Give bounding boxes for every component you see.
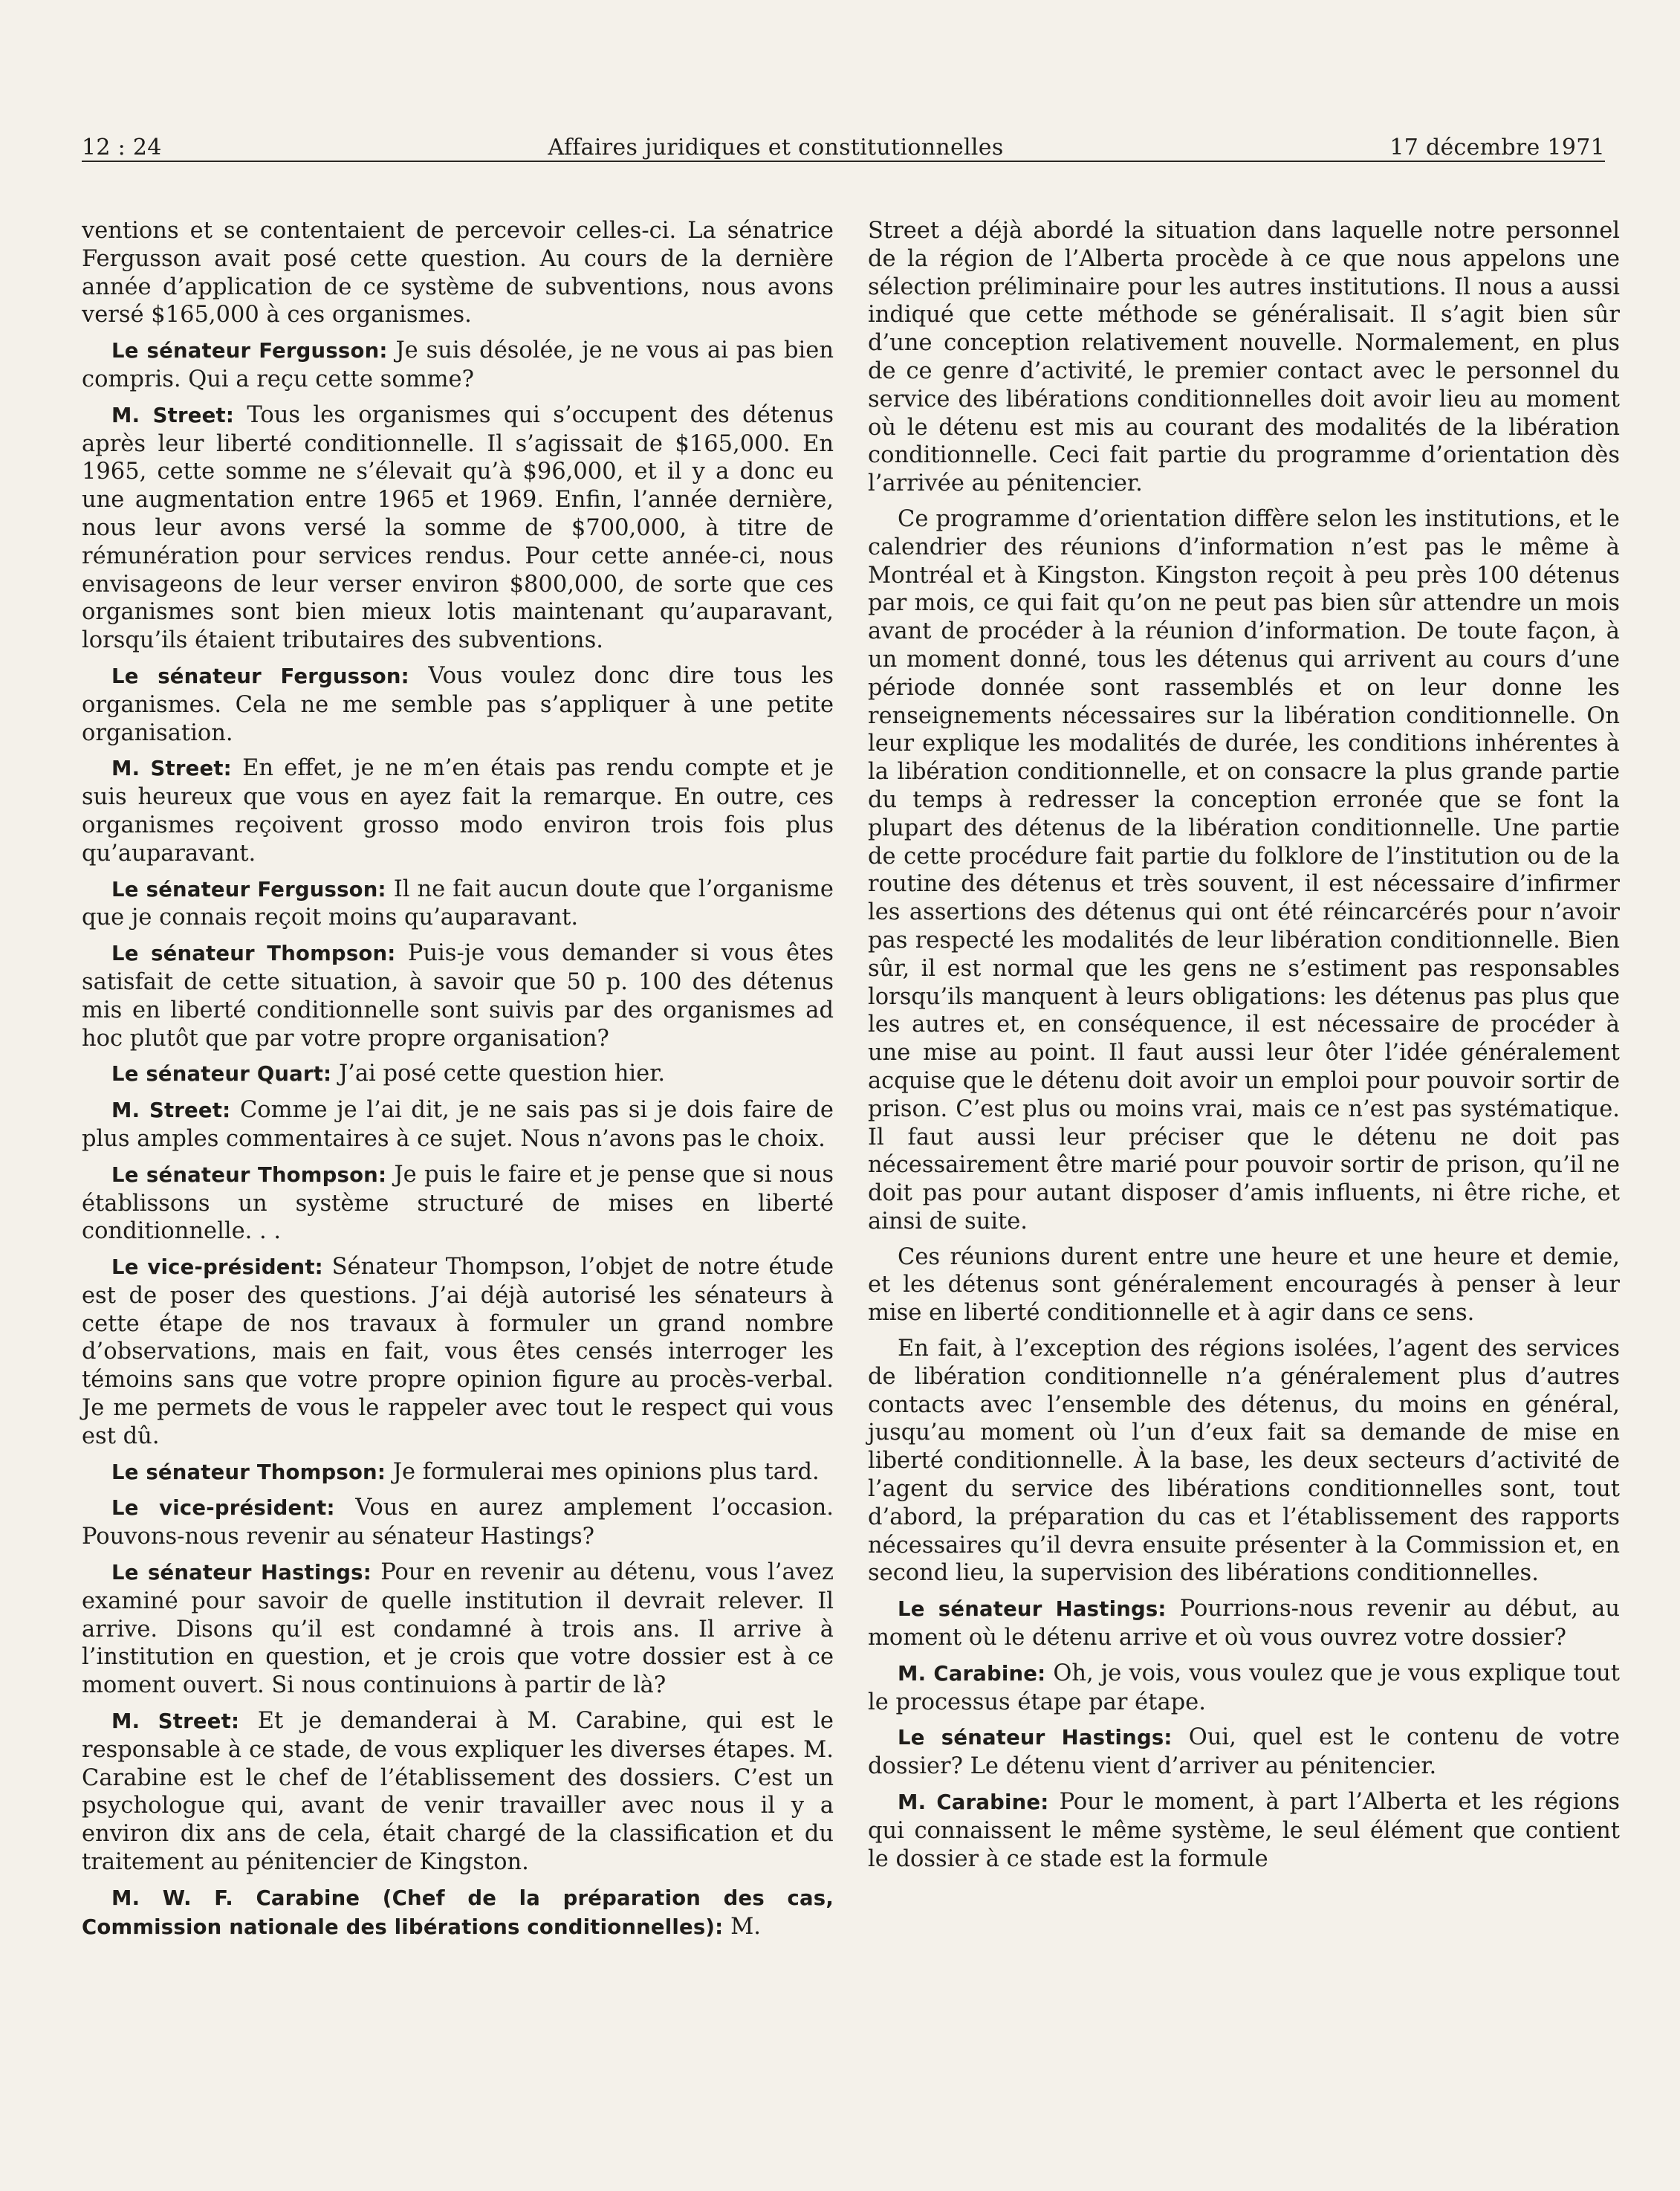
speaker-label: Le sénateur Thompson: [111,1162,387,1187]
paragraph-text: Vous voulez donc dire tous les organismes. Cela ne me semble pas s’appliquer à une petite organisation. [82,662,834,746]
header-rule [82,161,1605,162]
paragraph [868,1660,1620,1717]
paragraph [82,1060,834,1089]
paragraph [82,1559,834,1700]
speaker-label: Le sénateur Hastings: [111,1561,372,1585]
paragraph-text: Pourrions-nous revenir au début, au moment où le détenu arrive et où vous ouvrez votre dossier? [868,1596,1620,1651]
page-header [82,123,1605,161]
paragraph-text: Oh, je vois, vous voulez que je vous explique tout le processus étape par étape. [868,1660,1621,1715]
paragraph [82,662,834,747]
paragraph-text: Sénateur Thompson, l’objet de notre étude est de poser des questions. J’ai déjà autorisé les sénateurs à cette étape de nos travaux à formuler un grand nombre d’observations, mais en fait, vous êtes censés interroger les témoins sans que votre propre opinion figure au procès-verbal. Je me permets de vous le rappeler avec tout le respect qui vous est dû. [82,1254,834,1449]
paragraph [82,939,834,1052]
paragraph [82,217,834,329]
speaker-label: M. Street: [111,403,235,427]
paragraph [82,1458,834,1487]
paragraph-text: En fait, à l’exception des régions isolées, l’agent des services de libération conditionnelle n’a généralement plus d’autres contacts avec l’ensemble des détenus, du moins en général, jusqu’au moment où l’un d’eux fait sa demande de mise en liberté conditionnelle. À la base, les deux secteurs d’activité de l’agent du service des libérations conditionnelles sont, tout d’abord, la préparation du cas et l’établissement des rapports nécessaires qu’il devra ensuite présenter à la Commission et, en second lieu, la supervision des libérations conditionnelles. [868,1336,1620,1587]
paragraph [82,1494,834,1551]
paragraph [82,1707,834,1877]
header-date: 17 décembre 1971 [1389,135,1605,161]
page-number: 12 : 24 [82,135,162,161]
paragraph [868,217,1620,498]
paragraph-text: Puis-je vous demander si vous êtes satisfait de cette situation, à savoir que 50 p. 100 des détenus mis en liberté conditionnelle sont suivis par des organismes ad hoc plutôt que par votre propre organisation? [82,940,834,1052]
paragraph [868,505,1620,1236]
paragraph-text: Pour en revenir au détenu, vous l’avez examiné pour savoir de quelle institution il devrait relever. Il arrive. Disons qu’il est condamné à trois ans. Il arrive à l’institution en question, et je crois que votre dossier est à ce moment ouvert. Si nous continuions à partir de là? [82,1559,834,1699]
paragraph-text: J’ai posé cette question hier. [338,1061,666,1087]
paragraph [868,1243,1620,1327]
paragraph [868,1335,1620,1588]
paragraph-text: Il ne fait aucun doute que l’organisme que je connais reçoit moins qu’auparavant. [82,876,834,931]
paragraph [82,1161,834,1246]
paragraph-text: Je suis désolée, je ne vous ai pas bien compris. Qui a reçu cette somme? [82,337,834,392]
speaker-label: M. Street: [111,1098,231,1123]
paragraph [868,1724,1620,1781]
speaker-label: Le sénateur Quart: [111,1062,332,1087]
paragraph-text: Je puis le faire et je pense que si nous établissons un système structuré de mises en liberté conditionnelle. . . [82,1161,834,1245]
paragraph-text: Street a déjà abordé la situation dans laquelle notre personnel de la région de l’Alberta procède à ce que nous appelons une sélection préliminaire pour les autres institutions. Il nous a aussi indiqué que cette méthode se généralisait. Il s’agit bien sûr d’une conception relativement nouvelle. Normalement, en plus de ce genre d’activité, le premier contact avec le personnel du service des libérations conditionnelles doit avoir lieu au moment où le détenu est mis au courant des modalités de la libération conditionnelle. Ceci fait partie du programme d’orientation dès l’arrivée au pénitencier. [868,218,1620,497]
paragraph-text: Comme je l’ai dit, je ne sais pas si je dois faire de plus amples commentaires à ce sujet. Nous n’avons pas le choix. [82,1097,834,1152]
paragraph-text: Vous en aurez amplement l’occasion. Pouvons-nous revenir au sénateur Hastings? [82,1495,834,1550]
paragraph [82,1096,834,1153]
speaker-label: Le vice-président: [111,1255,323,1280]
speaker-label: Le vice-président: [111,1496,335,1521]
speaker-label: M. Carabine: [898,1661,1046,1686]
paragraph-text: Ce programme d’orientation diffère selon les institutions, et le calendrier des réunions d’information n’est pas le même à Montréal et à Kingston. Kingston reçoit à peu près 100 détenus par mois, ce qui fait qu’on ne peut pas bien sûr attendre un mois avant de procéder à la réunion d’information. De toute façon, à un moment donné, tous les détenus qui arrivent au cours d’une période donnée sont rassemblés et on leur donne les renseignements nécessaires sur la libération conditionnelle. On leur explique les modalités de durée, les conditions inhérentes à la libération conditionnelle, et on consacre la plus grande partie du temps à redresser la conception erronée que se font la plupart des détenus de la libération conditionnelle. Une partie de cette procédure fait partie du folklore de l’institution ou de la routine des détenus et très souvent, il est nécessaire d’infirmer les assertions des détenus qui ont été réincarcérés pour n’avoir pas respecté les modalités de leur libération conditionnelle. Bien sûr, il est normal que les gens ne s’estiment pas responsables lorsqu’ils manquent à leurs obligations: les détenus pas plus que les autres et, en conséquence, il est nécessaire de procéder à une mise au point. Il faut aussi leur ôter l’idée généralement acquise que le détenu doit avoir un emploi pour pouvoir sortir de prison. C’est plus ou moins vrai, mais ce n’est pas systématique. Il faut aussi leur préciser que le détenu ne doit pas nécessairement être marié pour pouvoir sortir de prison, qu’il ne doit pas pour autant disposer d’amis influents, ni être riche, et ainsi de suite. [868,505,1620,1234]
paragraph-text: Je formulerai mes opinions plus tard. [392,1458,820,1485]
speaker-label: Le sénateur Hastings: [898,1726,1173,1750]
paragraph [82,1884,834,1942]
speaker-label: Le sénateur Fergusson: [111,339,388,363]
speaker-label: Le sénateur Fergusson: [111,877,386,902]
right-column [868,217,1620,1880]
speaker-label: Le sénateur Thompson: [111,942,396,966]
speaker-label: M. Street: [111,757,232,781]
speaker-label: Le sénateur Thompson: [111,1460,386,1484]
paragraph-text: Tous les organismes qui s’occupent des détenus après leur liberté conditionnelle. Il s’agissait de $165,000. En 1965, cette somme ne s’élevait qu’à $96,000, et il y a donc eu une augmentation entre 1965 et 1969. Enfin, l’année dernière, nous leur avons versé la somme de $700,000, à titre de rémunération pour services rendus. Pour cette année-ci, nous envisageons de leur verser environ $800,000, de sorte que ces organismes sont bien mieux lotis maintenant qu’auparavant, lorsqu’ils étaient tributaires des subventions. [82,401,834,654]
speaker-label: M. W. F. Carabine (Chef de la préparation des cas, Commission nationale des libérations conditionnelles): [82,1886,834,1939]
paragraph-text: Ces réunions durent entre une heure et une heure et demie, et les détenus sont généralement encouragés à penser à leur mise en liberté conditionnelle et à agir dans ce sens. [868,1243,1620,1327]
running-title: Affaires juridiques et constitutionnelles [548,135,1004,161]
paragraph [868,1788,1620,1873]
speaker-label: Le sénateur Fergusson: [111,664,409,688]
paragraph-text: M. [730,1913,762,1940]
paragraph [82,401,834,655]
paragraph [868,1595,1620,1652]
speaker-label: M. Carabine: [898,1790,1049,1815]
paragraph-text: Oui, quel est le contenu de votre dossier? Le détenu vient d’arriver au pénitencier. [868,1724,1620,1780]
speaker-label: M. Street: [111,1709,240,1734]
paragraph-text: Pour le moment, à part l’Alberta et les régions qui connaissent le même système, le seul élément que contient le dossier à ce stade est la formule [868,1789,1620,1872]
paragraph [82,1253,834,1451]
speaker-label: Le sénateur Hastings: [898,1597,1167,1622]
paragraph-text: Et je demanderai à M. Carabine, qui est le responsable à ce stade, de vous expliquer les diverses étapes. M. Carabine est le chef de l’établissement des dossiers. C’est un psychologue qui, avant de venir travailler avec nous il y a environ dix ans de cela, était chargé de la classification et du traitement au pénitencier de Kingston. [82,1708,834,1876]
paragraph-text: ventions et se contentaient de percevoir celles-ci. La sénatrice Fergusson avait posé cette question. Au cours de la dernière année d’application de ce système de subventions, nous avons versé $165,000 à ces organismes. [82,218,834,329]
paragraph [82,876,834,933]
paragraph [82,337,834,394]
left-column [82,217,834,1949]
paragraph [82,754,834,867]
paragraph-text: En effet, je ne m’en étais pas rendu compte et je suis heureux que vous en ayez fait la remarque. En outre, ces organismes reçoivent grosso modo environ trois fois plus qu’auparavant. [82,755,834,867]
